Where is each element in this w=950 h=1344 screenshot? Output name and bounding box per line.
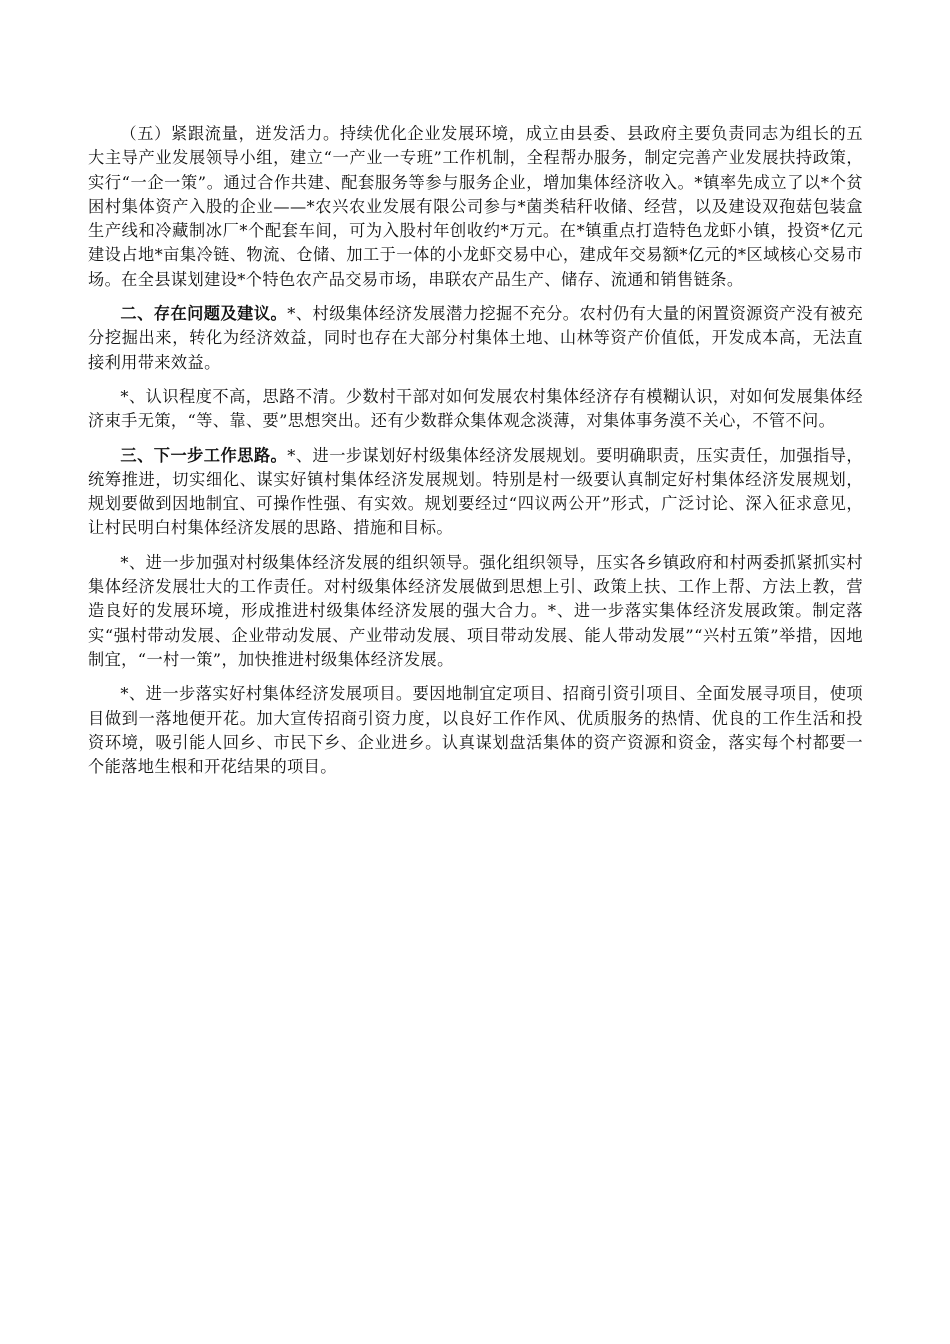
paragraph-text: *、村级集体经济发展潜力挖掘不充分。农村仍有大量的闲置资源资产没有被充分挖掘出来，转化为经济效益，同时也存在大部分村集体土地、山林等资产价值低，开发成本高，无法直接利用带来效益。 [88, 304, 863, 372]
paragraph-next-steps [88, 444, 863, 541]
paragraph-section-five [88, 122, 863, 292]
paragraph-text: *、进一步谋划好村级集体经济发展规划。要明确职责，压实责任，加强指导，统筹推进，切实细化、谋实好镇村集体经济发展规划。特别是村一级要认真制定好村集体经济发展规划，规划要做到因地制宜、可操作性强、有实效。规划要经过“四议两公开”形式，广泛讨论、深入征求意见，让村民明白村集体经济发展的思路、措施和目标。 [88, 445, 863, 538]
section-heading-problems: 二、存在问题及建议。 [120, 304, 288, 324]
document-page [88, 122, 863, 789]
paragraph-text: *、进一步落实好村集体经济发展项目。要因地制宜定项目、招商引资引项目、全面发展寻项目，使项目做到一落地便开花。加大宣传招商引资力度，以良好工作作风、优质服务的热情、优良的工作生活和投资环境，吸引能人回乡、市民下乡、企业进乡。认真谋划盘活集体的资产资源和资金，落实每个村都要一个能落地生根和开花结果的项目。 [88, 684, 863, 777]
paragraph-problems [88, 302, 863, 375]
paragraph-text: *、进一步加强对村级集体经济发展的组织领导。强化组织领导，压实各乡镇政府和村两委抓紧抓实村集体经济发展壮大的工作责任。对村级集体经济发展做到思想上引、政策上扶、工作上帮、方法上教，营造良好的发展环境，形成推进村级集体经济发展的强大合力。*、进一步落实集体经济发展政策。制定落实“强村带动发展、企业带动发展、产业带动发展、项目带动发展、能人带动发展”“兴村五策”举措，因地制宜，“一村一策”，加快推进村级集体经济发展。 [88, 552, 863, 669]
paragraph-leadership [88, 551, 863, 672]
paragraph-text: （五）紧跟流量，迸发活力。持续优化企业发展环境，成立由县委、县政府主要负责同志为组长的五大主导产业发展领导小组，建立“一产业一专班”工作机制，全程帮办服务，制定完善产业发展扶持政策，实行“一企一策”。通过合作共建、配套服务等参与服务企业，增加集体经济收入。*镇率先成立了以*个贫困村集体资产入股的企业——*农兴农业发展有限公司参与*菌类秸秆收储、经营，以及建设双孢菇包装盒生产线和冷藏制冰厂*个配套车间，可为入股村年创收约*万元。在*镇重点打造特色龙虾小镇，投资*亿元建设占地*亩集冷链、物流、仓储、加工于一体的小龙虾交易中心，建成年交易额*亿元的*区域核心交易市场。在全县谋划建设*个特色农产品交易市场，串联农产品生产、储存、流通和销售链条。 [88, 124, 863, 289]
section-heading-next-steps: 三、下一步工作思路。 [120, 445, 288, 465]
paragraph-awareness [88, 385, 863, 434]
paragraph-text: *、认识程度不高，思路不清。少数村干部对如何发展农村集体经济存有模糊认识，对如何发展集体经济束手无策，“等、靠、要”思想突出。还有少数群众集体观念淡薄，对集体事务漠不关心，不管不问。 [88, 386, 863, 431]
paragraph-projects [88, 682, 863, 779]
